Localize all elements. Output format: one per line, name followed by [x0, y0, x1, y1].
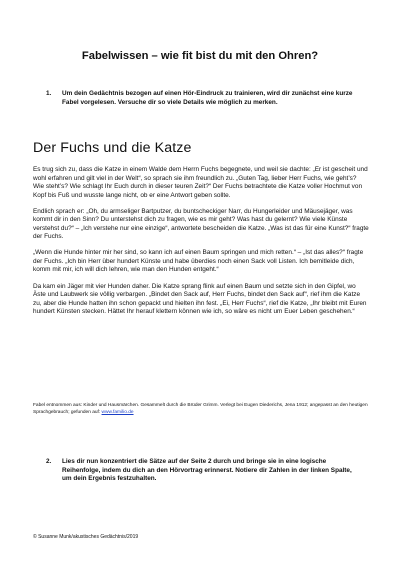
- story-paragraph: Es trug sich zu, dass die Katze in einem Walde dem Herrn Fuchs begegnete, und weil sie dachte: „Er ist gescheit und wohl erfahren und gilt viel in der Welt“, so sprach sie ihm freundlich zu. „Guten Tag, lieber Herr Fuchs, wie geht’s? Wie steht’s? Wie schlagt Ihr Euch durch in dieser teuren Zeit?“ Der Fuchs betrachtete die Katze voller Hochmut von Kopf bis Fuß und wusste lange nicht, ob er eine Antwort geben sollte.: [33, 166, 368, 199]
- task-2: [46, 458, 354, 484]
- page-title: Fabelwissen – wie fit bist du mit den Ohren?: [81, 50, 319, 62]
- task-2-text: Lies dir nun konzentriert die Sätze auf der Seite 2 durch und bringe sie in eine logische Reihenfolge, indem du dich an den Hörvortrag erinnerst. Notiere dir Zahlen in der linken Spalte, um dein Ergebnis festzuhalten.: [62, 458, 352, 483]
- task-1: [46, 90, 354, 107]
- story-paragraph: Da kam ein Jäger mit vier Hunden daher. Die Katze sprang flink auf einen Baum und setzte sich in den Gipfel, wo Äste und Laubwerk sie völlig verbargen. „Bindet den Sack auf, Herr Fuchs, bindet den Sack auf“, rief ihm die Katze zu, aber die Hunde hatten ihn schon gepackt und hielten ihn fest. „Ei, Herr Fuchs“, rief die Katze, „Ihr bleibt mit Euren hundert Künsten stecken. Hättet Ihr herauf klettern können wie ich, so wäre es nicht um Euer Leben geschehen.“: [33, 282, 367, 316]
- source-link[interactable]: www.familio.de: [101, 409, 134, 415]
- story-heading: Der Fuchs und die Katze: [33, 140, 192, 156]
- story-text: [33, 166, 369, 324]
- story-paragraph: „Wenn die Hunde hinter mir her sind, so kann ich auf einen Baum springen und mich retten.“ – „Ist das alles?“ fragte der Fuchs. „Ich bin Herr über hundert Künste und habe überdies noch einen Sack voll Listen. Ich bemitleide dich, komm mit mir, ich will dich lehren, wie man den Hunden entgeht.“: [33, 249, 364, 274]
- task-1-number: 1.: [46, 90, 52, 97]
- source-note: [33, 403, 369, 417]
- task-1-text: Um dein Gedächtnis bezogen auf einen Hör-Eindruck zu trainieren, wird dir zunächst eine kurze Fabel vorgelesen. Versuche dir so viele Details wie möglich zu merken.: [62, 90, 353, 106]
- story-paragraph: Endlich sprach er: „Oh, du armseliger Bartputzer, du buntscheckiger Narr, du Hungerleider und Mäusejäger, was kommt dir in den Sinn? Du unterstehst dich zu fragen, wie es mir geht? Was hast du gelernt? Wie viele Künste verstehst du?“ – „Ich verstehe nur eine einzige“, antwortete bescheiden die Katze. „Was ist das für eine Kunst?“ fragte der Fuchs.: [33, 207, 369, 241]
- task-2-number: 2.: [46, 458, 52, 465]
- footer-copyright: © Susanne Munk/akustisches Gedächtnis/2019: [33, 534, 139, 540]
- source-text: Fabel entnommen aus: Kinder und Hausmärchen. Gesammelt durch die Brüder Grimm. Verlegt bei Eugen Diederichs, Jena 1912; angepasst an den heutigen Sprachgebrauch; gefunden auf:: [33, 403, 368, 415]
